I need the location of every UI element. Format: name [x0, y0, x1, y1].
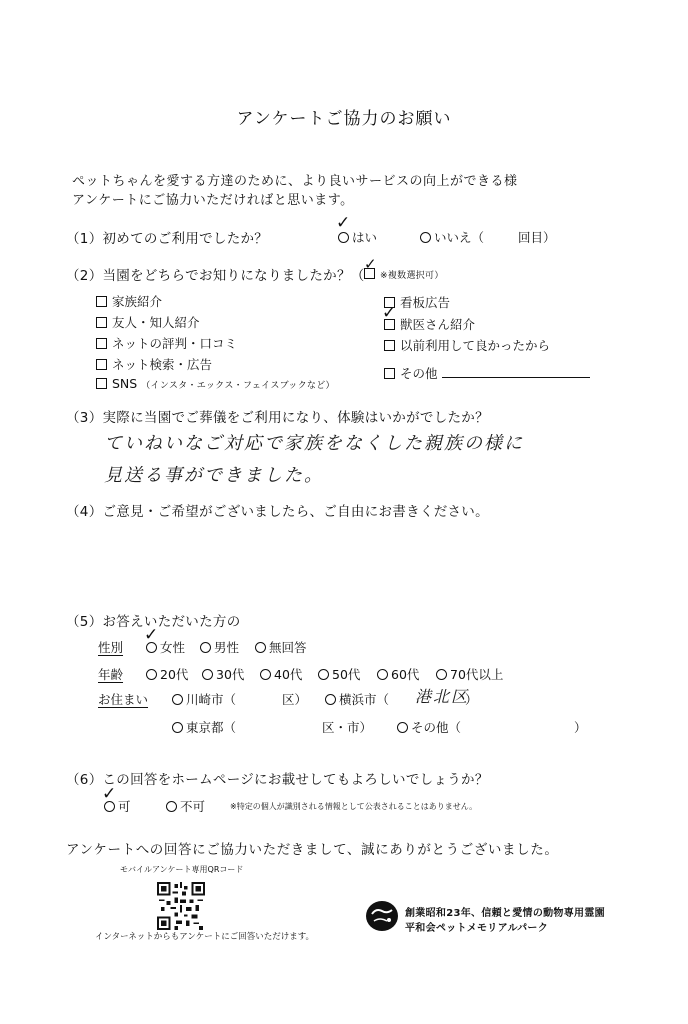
gender-option-none[interactable]: 無回答 [255, 638, 307, 656]
qr-caption: モバイルアンケート専用QRコード [120, 865, 244, 874]
radio-icon [172, 722, 183, 733]
footer-company-name: 平和会ペットメモリアルパーク [405, 923, 548, 934]
q2-option-friend[interactable]: 友人・知人紹介 [96, 313, 200, 331]
checkbox-icon [96, 317, 107, 328]
radio-icon [318, 669, 329, 680]
checkmark-icon: ✓ [336, 213, 351, 233]
q1-times-label: 回目） [518, 230, 556, 245]
address-option-tokyo[interactable]: 東京都（ [172, 718, 236, 736]
radio-icon [146, 669, 157, 680]
q3-label: （3）実際に当園でご葬儀をご利用になり、体験はいかがでしたか？ [66, 410, 489, 426]
q4-label: （4）ご意見・ご希望がございましたら、ご自由にお書きください。 [66, 504, 489, 520]
radio-icon [255, 642, 266, 653]
intro-line-2: アンケートにご協力いただければと思います。 [72, 193, 354, 208]
q2-option-previous[interactable]: 以前利用して良かったから [384, 336, 550, 354]
thanks-message: アンケートへの回答にご協力いただきまして、誠にありがとうございました。 [66, 842, 559, 858]
age-option-60s[interactable]: 60代 [377, 665, 419, 683]
checkbox-icon [96, 338, 107, 349]
q2-option-signboard[interactable]: 看板広告 [384, 293, 450, 311]
qr-code-icon [157, 882, 205, 930]
q2-option-other[interactable]: その他 [384, 364, 590, 382]
radio-icon [338, 232, 349, 243]
radio-icon [377, 669, 388, 680]
checkmark-icon: ✓ [382, 303, 397, 323]
gender-label: 性別 [98, 640, 124, 655]
address-label: お住まい [98, 692, 149, 707]
age-option-30s[interactable]: 30代 [202, 665, 244, 683]
q2-label: （2）当園をどちらでお知りになりましたか？（ [66, 268, 365, 284]
other-close: ） [574, 720, 587, 735]
gender-option-male[interactable]: 男性 [200, 638, 239, 656]
q3-handwritten-answer-line-2: 見送る事ができました。 [104, 465, 324, 486]
checkbox-icon [384, 368, 395, 379]
age-label: 年齢 [98, 667, 124, 682]
age-option-70s-plus[interactable]: 70代以上 [436, 665, 503, 683]
address-option-kawasaki[interactable]: 川崎市（ [172, 690, 236, 708]
checkmark-icon: ✓ [102, 784, 117, 804]
radio-icon [166, 801, 177, 812]
radio-icon [420, 232, 431, 243]
checkbox-icon [96, 359, 107, 370]
footer-slogan: 創業昭和23年、信頼と愛情の動物専用霊園 [405, 908, 605, 919]
q6-yes-option[interactable]: 可 [104, 797, 131, 815]
q1-label: （1）初めてのご利用でしたか？ [66, 231, 269, 247]
q2-option-sns[interactable]: SNS （インスタ・エックス・フェイスブックなど） [96, 376, 335, 391]
tokyo-ward-close: 区・市） [322, 720, 373, 735]
yokohama-ward-handwritten: 港北区 [415, 687, 470, 706]
checkbox-icon [96, 296, 107, 307]
radio-icon [397, 722, 408, 733]
q6-no-option[interactable]: 不可 [166, 797, 205, 815]
radio-icon [202, 669, 213, 680]
pet-memorial-logo-icon [365, 900, 399, 932]
age-option-50s[interactable]: 50代 [318, 665, 360, 683]
qr-note: インターネットからもアンケートにご回答いただけます。 [95, 932, 315, 942]
age-option-20s[interactable]: 20代 [146, 665, 188, 683]
page-title: アンケートご協力のお願い [236, 109, 452, 129]
q5-label: （5）お答えいただいた方の [66, 614, 241, 630]
radio-icon [325, 694, 336, 705]
q1-yes-option[interactable]: はい [338, 228, 377, 246]
q2-multi-note: ※複数選択可） [364, 263, 444, 282]
kawasaki-ward-close: 区） [282, 692, 308, 707]
radio-icon [200, 642, 211, 653]
q6-privacy-note: ※特定の個人が識別される情報として公表されることはありません。 [230, 802, 478, 811]
intro-line-1: ペットちゃんを愛する方達のために、より良いサービスの向上ができる様 [72, 174, 518, 189]
q3-handwritten-answer-line-1: ていねいなご対応で家族をなくした親族の様に [104, 433, 524, 454]
q6-label: （6）この回答をホームページにお載せしてもよろしいでしょうか？ [66, 772, 489, 788]
address-option-other[interactable]: その他（ [397, 718, 461, 736]
gender-option-female[interactable]: 女性 [146, 638, 185, 656]
checkmark-icon: ✓ [144, 625, 159, 645]
age-option-40s[interactable]: 40代 [260, 665, 302, 683]
radio-icon [172, 694, 183, 705]
checkmark-icon: ✓ [364, 255, 377, 273]
radio-icon [260, 669, 271, 680]
checkbox-icon [384, 340, 395, 351]
radio-icon [436, 669, 447, 680]
q2-option-search[interactable]: ネット検索・広告 [96, 355, 212, 373]
q1-no-option[interactable]: いいえ（ [420, 228, 484, 246]
yokohama-ward-close: ） [465, 692, 478, 707]
address-option-yokohama[interactable]: 横浜市（ [325, 690, 389, 708]
q2-option-family[interactable]: 家族紹介 [96, 292, 162, 310]
checkbox-icon [96, 378, 107, 389]
q2-option-reviews[interactable]: ネットの評判・口コミ [96, 334, 237, 352]
q2-option-vet[interactable]: 獣医さん紹介 [384, 315, 475, 333]
other-input-line [442, 367, 590, 378]
